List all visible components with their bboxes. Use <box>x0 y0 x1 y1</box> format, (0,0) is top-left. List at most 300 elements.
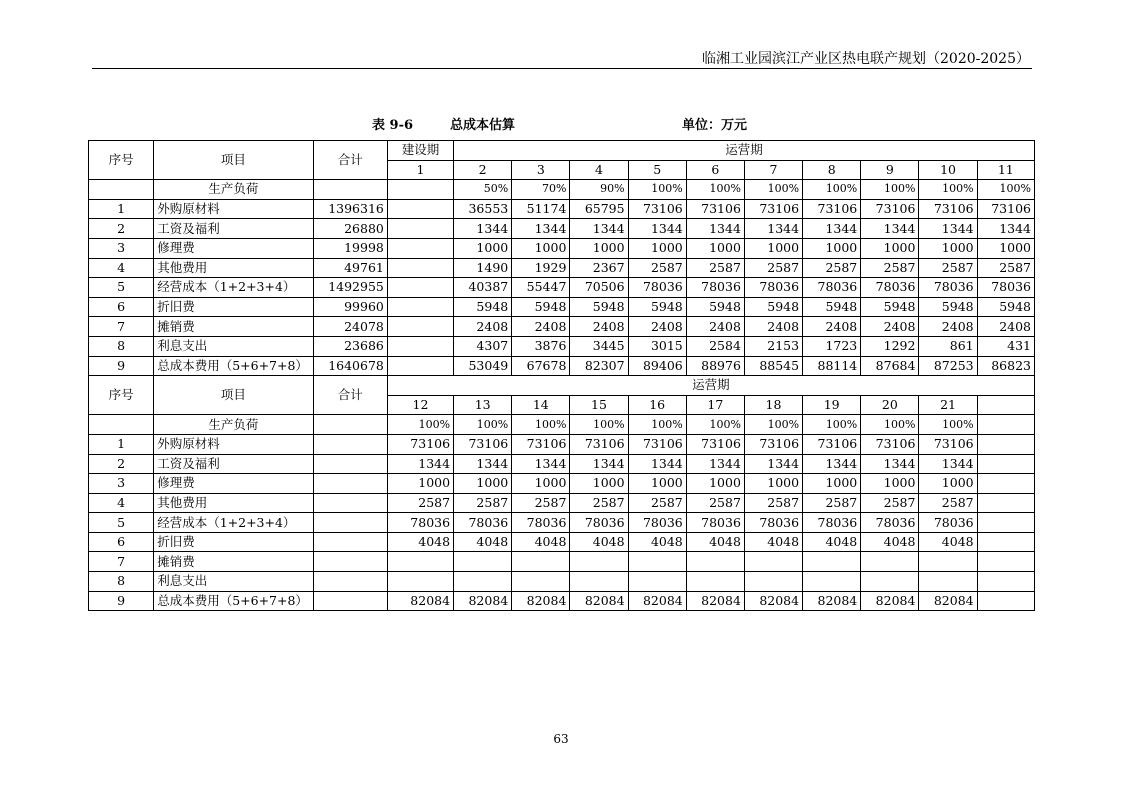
load-label: 生产负荷 <box>154 180 313 200</box>
item-cell: 外购原材料 <box>154 434 313 454</box>
item-cell: 工资及福利 <box>154 219 313 239</box>
value-cell: 1000 <box>744 238 802 258</box>
header-rule <box>92 68 1032 69</box>
year-cell: 19 <box>803 395 861 415</box>
table-number: 表 9-6 <box>372 118 414 133</box>
value-cell <box>977 591 1034 611</box>
value-cell <box>861 572 919 592</box>
value-cell: 82084 <box>628 591 686 611</box>
value-cell <box>919 552 977 572</box>
value-cell: 4048 <box>387 532 453 552</box>
value-cell: 82084 <box>803 591 861 611</box>
value-cell <box>454 552 512 572</box>
value-cell: 1000 <box>686 238 744 258</box>
value-cell: 1000 <box>628 238 686 258</box>
load-label: 生产负荷 <box>154 415 313 435</box>
total-cell <box>313 493 387 513</box>
value-cell: 5948 <box>744 297 802 317</box>
value-cell: 70506 <box>570 278 628 298</box>
value-cell: 73106 <box>919 199 977 219</box>
value-cell: 1344 <box>919 219 977 239</box>
load-cell: 90% <box>570 180 628 200</box>
value-cell: 2584 <box>686 336 744 356</box>
data-row <box>89 297 1035 317</box>
value-cell <box>512 552 570 572</box>
value-cell <box>628 552 686 572</box>
running-header-title: 临湘工业园滨江产业区热电联产规划（2020-2025） <box>702 51 1030 67</box>
seq-cell: 7 <box>89 552 154 572</box>
value-cell: 1000 <box>454 238 512 258</box>
value-cell: 1344 <box>861 454 919 474</box>
value-cell: 2587 <box>861 258 919 278</box>
value-cell: 1000 <box>803 474 861 494</box>
item-cell: 其他费用 <box>154 493 313 513</box>
value-cell: 1344 <box>387 454 453 474</box>
total-cell <box>313 513 387 533</box>
value-cell: 73106 <box>861 199 919 219</box>
value-cell: 1000 <box>919 238 977 258</box>
value-cell: 1344 <box>628 454 686 474</box>
year-cell: 6 <box>686 160 744 180</box>
load-cell: 100% <box>512 415 570 435</box>
total-cell: 24078 <box>313 317 387 337</box>
load-cell: 100% <box>919 180 977 200</box>
value-cell: 2408 <box>570 317 628 337</box>
total-cell: 1492955 <box>313 278 387 298</box>
value-cell: 88114 <box>803 356 861 376</box>
year-cell: 4 <box>570 160 628 180</box>
item-cell: 总成本费用（5+6+7+8） <box>154 591 313 611</box>
table-unit: 单位：万元 <box>682 118 748 133</box>
seq-cell: 8 <box>89 572 154 592</box>
value-cell: 55447 <box>512 278 570 298</box>
data-row <box>89 336 1035 356</box>
table-body <box>89 141 1035 611</box>
value-cell: 78036 <box>919 513 977 533</box>
year-cell: 3 <box>512 160 570 180</box>
value-cell: 1000 <box>512 238 570 258</box>
total-cell <box>313 572 387 592</box>
value-cell: 82084 <box>861 591 919 611</box>
value-cell: 4307 <box>454 336 512 356</box>
operation-period-header: 运营期 <box>454 141 1035 161</box>
item-cell: 经营成本（1+2+3+4） <box>154 513 313 533</box>
value-cell: 73106 <box>803 199 861 219</box>
year-cell: 5 <box>628 160 686 180</box>
load-cell: 100% <box>387 415 453 435</box>
value-cell: 4048 <box>628 532 686 552</box>
value-cell: 82084 <box>744 591 802 611</box>
value-cell <box>977 572 1034 592</box>
value-cell <box>977 474 1034 494</box>
table-title: 总成本估算 <box>450 118 516 133</box>
total-cell: 1396316 <box>313 199 387 219</box>
year-cell: 1 <box>387 160 453 180</box>
value-cell: 82084 <box>919 591 977 611</box>
data-row <box>89 199 1035 219</box>
value-cell: 2587 <box>570 493 628 513</box>
value-cell: 73106 <box>686 434 744 454</box>
item-cell: 利息支出 <box>154 572 313 592</box>
item-cell: 其他费用 <box>154 258 313 278</box>
value-cell: 1344 <box>686 219 744 239</box>
value-cell: 1344 <box>803 454 861 474</box>
value-cell: 4048 <box>454 532 512 552</box>
value-cell <box>686 552 744 572</box>
value-cell: 73106 <box>686 199 744 219</box>
seq-cell: 3 <box>89 474 154 494</box>
value-cell <box>387 219 453 239</box>
value-cell <box>977 532 1034 552</box>
value-cell <box>744 552 802 572</box>
value-cell: 5948 <box>454 297 512 317</box>
value-cell: 73106 <box>512 434 570 454</box>
value-cell <box>977 552 1034 572</box>
seq-cell: 1 <box>89 434 154 454</box>
total-cell <box>313 552 387 572</box>
value-cell: 73106 <box>919 434 977 454</box>
year-cell: 2 <box>454 160 512 180</box>
year-cell: 10 <box>919 160 977 180</box>
value-cell: 78036 <box>803 513 861 533</box>
value-cell: 78036 <box>861 513 919 533</box>
value-cell: 82084 <box>686 591 744 611</box>
value-cell: 73106 <box>454 434 512 454</box>
value-cell: 1000 <box>387 474 453 494</box>
value-cell <box>977 434 1034 454</box>
data-row <box>89 434 1035 454</box>
year-cell: 12 <box>387 395 453 415</box>
value-cell: 73106 <box>628 434 686 454</box>
value-cell: 2408 <box>919 317 977 337</box>
value-cell <box>628 572 686 592</box>
item-cell: 工资及福利 <box>154 454 313 474</box>
load-cell: 100% <box>570 415 628 435</box>
value-cell <box>803 572 861 592</box>
data-row <box>89 278 1035 298</box>
value-cell: 1344 <box>454 219 512 239</box>
year-cell: 11 <box>977 160 1034 180</box>
value-cell: 88976 <box>686 356 744 376</box>
total-header: 合计 <box>313 376 387 415</box>
value-cell: 1000 <box>454 474 512 494</box>
seq-cell <box>89 415 154 435</box>
seq-cell: 7 <box>89 317 154 337</box>
value-cell: 4048 <box>744 532 802 552</box>
data-row <box>89 238 1035 258</box>
value-cell: 5948 <box>803 297 861 317</box>
value-cell: 1929 <box>512 258 570 278</box>
value-cell: 1344 <box>803 219 861 239</box>
value-cell: 1344 <box>977 219 1034 239</box>
value-cell <box>512 572 570 592</box>
load-cell: 100% <box>861 180 919 200</box>
value-cell: 1344 <box>454 454 512 474</box>
seq-cell: 1 <box>89 199 154 219</box>
value-cell: 78036 <box>628 278 686 298</box>
seq-cell <box>89 180 154 200</box>
value-cell: 1344 <box>628 219 686 239</box>
seq-cell: 2 <box>89 219 154 239</box>
value-cell: 1000 <box>570 238 628 258</box>
total-cell: 19998 <box>313 238 387 258</box>
data-row <box>89 493 1035 513</box>
value-cell: 78036 <box>803 278 861 298</box>
load-cell: 100% <box>686 415 744 435</box>
value-cell: 2587 <box>628 258 686 278</box>
year-cell: 17 <box>686 395 744 415</box>
value-cell: 2587 <box>686 493 744 513</box>
value-cell <box>387 278 453 298</box>
total-cell: 49761 <box>313 258 387 278</box>
value-cell <box>387 317 453 337</box>
seq-header: 序号 <box>89 376 154 415</box>
value-cell: 78036 <box>686 513 744 533</box>
value-cell: 5948 <box>512 297 570 317</box>
value-cell <box>387 238 453 258</box>
item-cell: 外购原材料 <box>154 199 313 219</box>
value-cell: 1344 <box>861 219 919 239</box>
total-cell <box>313 180 387 200</box>
value-cell: 1000 <box>861 474 919 494</box>
value-cell: 78036 <box>919 278 977 298</box>
value-cell: 5948 <box>861 297 919 317</box>
item-cell: 总成本费用（5+6+7+8） <box>154 356 313 376</box>
value-cell <box>570 552 628 572</box>
value-cell: 2408 <box>803 317 861 337</box>
year-cell <box>977 395 1034 415</box>
value-cell: 431 <box>977 336 1034 356</box>
value-cell <box>387 297 453 317</box>
value-cell: 861 <box>919 336 977 356</box>
data-row <box>89 317 1035 337</box>
data-row <box>89 513 1035 533</box>
total-cell <box>313 415 387 435</box>
total-cell <box>313 591 387 611</box>
seq-cell: 9 <box>89 356 154 376</box>
year-cell: 8 <box>803 160 861 180</box>
value-cell <box>570 572 628 592</box>
load-cell: 100% <box>744 415 802 435</box>
load-row <box>89 415 1035 435</box>
value-cell: 78036 <box>512 513 570 533</box>
item-cell: 经营成本（1+2+3+4） <box>154 278 313 298</box>
load-cell <box>977 415 1034 435</box>
value-cell: 1000 <box>744 474 802 494</box>
value-cell: 2587 <box>919 493 977 513</box>
value-cell <box>861 552 919 572</box>
value-cell: 78036 <box>744 278 802 298</box>
data-row <box>89 356 1035 376</box>
value-cell: 82084 <box>454 591 512 611</box>
value-cell: 2587 <box>977 258 1034 278</box>
value-cell: 2587 <box>454 493 512 513</box>
load-cell: 70% <box>512 180 570 200</box>
total-cell: 23686 <box>313 336 387 356</box>
value-cell: 78036 <box>977 278 1034 298</box>
load-cell: 100% <box>686 180 744 200</box>
data-row <box>89 454 1035 474</box>
seq-cell: 8 <box>89 336 154 356</box>
load-cell: 100% <box>803 415 861 435</box>
value-cell <box>387 199 453 219</box>
value-cell: 82084 <box>387 591 453 611</box>
value-cell <box>387 258 453 278</box>
value-cell: 2587 <box>686 258 744 278</box>
value-cell: 4048 <box>919 532 977 552</box>
value-cell: 2587 <box>512 493 570 513</box>
value-cell: 1344 <box>512 454 570 474</box>
value-cell: 1000 <box>919 474 977 494</box>
item-cell: 折旧费 <box>154 297 313 317</box>
value-cell <box>454 572 512 592</box>
value-cell: 1344 <box>512 219 570 239</box>
value-cell: 78036 <box>570 513 628 533</box>
total-cell: 1640678 <box>313 356 387 376</box>
value-cell: 78036 <box>686 278 744 298</box>
header-row <box>89 376 1035 396</box>
data-row <box>89 258 1035 278</box>
value-cell: 1344 <box>744 219 802 239</box>
value-cell: 1000 <box>861 238 919 258</box>
item-cell: 修理费 <box>154 238 313 258</box>
value-cell: 1292 <box>861 336 919 356</box>
value-cell <box>977 454 1034 474</box>
value-cell: 2408 <box>744 317 802 337</box>
value-cell <box>387 552 453 572</box>
value-cell: 5948 <box>919 297 977 317</box>
year-cell: 14 <box>512 395 570 415</box>
value-cell: 2408 <box>454 317 512 337</box>
load-cell: 100% <box>744 180 802 200</box>
value-cell: 73106 <box>628 199 686 219</box>
value-cell: 2408 <box>686 317 744 337</box>
load-cell: 100% <box>861 415 919 435</box>
page-number: 63 <box>553 732 569 746</box>
seq-cell: 2 <box>89 454 154 474</box>
value-cell: 73106 <box>744 199 802 219</box>
seq-cell: 5 <box>89 278 154 298</box>
value-cell: 1000 <box>570 474 628 494</box>
data-row <box>89 591 1035 611</box>
year-cell: 20 <box>861 395 919 415</box>
value-cell: 78036 <box>387 513 453 533</box>
value-cell: 78036 <box>454 513 512 533</box>
value-cell <box>686 572 744 592</box>
value-cell: 5948 <box>977 297 1034 317</box>
year-cell: 16 <box>628 395 686 415</box>
load-cell: 100% <box>628 415 686 435</box>
header-row <box>89 141 1035 161</box>
value-cell: 4048 <box>570 532 628 552</box>
operation-period-header: 运营期 <box>387 376 1034 396</box>
value-cell: 73106 <box>387 434 453 454</box>
value-cell: 87684 <box>861 356 919 376</box>
data-row <box>89 474 1035 494</box>
value-cell: 86823 <box>977 356 1034 376</box>
value-cell: 51174 <box>512 199 570 219</box>
value-cell <box>387 572 453 592</box>
value-cell: 87253 <box>919 356 977 376</box>
data-row <box>89 219 1035 239</box>
value-cell: 73106 <box>570 434 628 454</box>
value-cell: 1000 <box>686 474 744 494</box>
value-cell: 67678 <box>512 356 570 376</box>
value-cell: 1344 <box>744 454 802 474</box>
value-cell: 5948 <box>628 297 686 317</box>
load-cell: 100% <box>803 180 861 200</box>
total-cell: 99960 <box>313 297 387 317</box>
item-header: 项目 <box>154 376 313 415</box>
value-cell <box>977 493 1034 513</box>
value-cell <box>919 572 977 592</box>
load-cell: 50% <box>454 180 512 200</box>
value-cell: 1344 <box>570 454 628 474</box>
value-cell: 1490 <box>454 258 512 278</box>
value-cell: 1000 <box>977 238 1034 258</box>
value-cell: 88545 <box>744 356 802 376</box>
seq-cell: 9 <box>89 591 154 611</box>
value-cell: 73106 <box>977 199 1034 219</box>
value-cell: 53049 <box>454 356 512 376</box>
load-cell: 100% <box>977 180 1034 200</box>
value-cell: 89406 <box>628 356 686 376</box>
value-cell: 73106 <box>803 434 861 454</box>
seq-cell: 4 <box>89 493 154 513</box>
value-cell: 2367 <box>570 258 628 278</box>
value-cell: 3015 <box>628 336 686 356</box>
value-cell <box>387 336 453 356</box>
year-cell: 7 <box>744 160 802 180</box>
load-cell: 100% <box>454 415 512 435</box>
load-row <box>89 180 1035 200</box>
value-cell: 82307 <box>570 356 628 376</box>
value-cell: 1344 <box>686 454 744 474</box>
total-cell <box>313 434 387 454</box>
seq-cell: 5 <box>89 513 154 533</box>
value-cell: 3445 <box>570 336 628 356</box>
value-cell: 78036 <box>744 513 802 533</box>
value-cell: 2408 <box>861 317 919 337</box>
seq-header: 序号 <box>89 141 154 180</box>
seq-cell: 6 <box>89 297 154 317</box>
value-cell <box>744 572 802 592</box>
value-cell: 4048 <box>803 532 861 552</box>
value-cell: 1000 <box>628 474 686 494</box>
year-cell: 13 <box>454 395 512 415</box>
item-header: 项目 <box>154 141 313 180</box>
item-cell: 修理费 <box>154 474 313 494</box>
value-cell: 2587 <box>919 258 977 278</box>
year-cell: 18 <box>744 395 802 415</box>
data-row <box>89 532 1035 552</box>
year-cell: 9 <box>861 160 919 180</box>
value-cell <box>977 513 1034 533</box>
seq-cell: 6 <box>89 532 154 552</box>
value-cell: 5948 <box>570 297 628 317</box>
value-cell: 1000 <box>803 238 861 258</box>
value-cell: 2408 <box>512 317 570 337</box>
seq-cell: 3 <box>89 238 154 258</box>
value-cell: 2587 <box>744 493 802 513</box>
value-cell: 82084 <box>512 591 570 611</box>
total-cell: 26880 <box>313 219 387 239</box>
data-row <box>89 572 1035 592</box>
value-cell: 1723 <box>803 336 861 356</box>
value-cell: 1000 <box>512 474 570 494</box>
value-cell: 73106 <box>861 434 919 454</box>
total-header: 合计 <box>313 141 387 180</box>
